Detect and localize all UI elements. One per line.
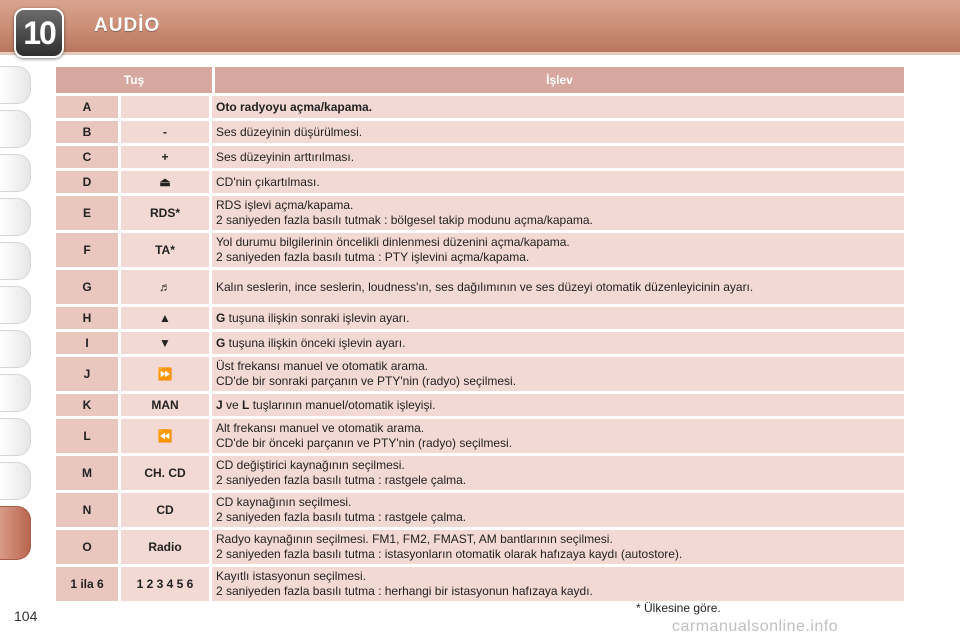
function-line: Ses düzeyinin düşürülmesi. <box>216 124 363 139</box>
table-row <box>56 357 904 391</box>
key-function <box>212 196 904 230</box>
key-function <box>212 96 904 118</box>
key-symbol: CD <box>118 493 212 527</box>
key-symbol: CH. CD <box>118 456 212 490</box>
function-line: CD kaynağının seçilmesi. <box>216 495 352 509</box>
key-symbol: TA* <box>118 233 212 267</box>
key-symbol: RDS* <box>118 196 212 230</box>
function-line: CD'nin çıkartılması. <box>216 174 320 189</box>
key-letter: 1 ila 6 <box>56 567 118 601</box>
key-letter: H <box>56 307 118 329</box>
key-symbol: - <box>118 121 212 143</box>
key-symbol <box>118 96 212 118</box>
function-line: CD'de bir önceki parçanın ve PTY'nin (radyo) seçilmesi. <box>216 436 513 450</box>
function-line: 2 saniyeden fazla basılı tutma : rastgele çalma. <box>216 510 467 524</box>
function-line: J ve L tuşlarının manuel/otomatik işleyişi. <box>216 397 436 412</box>
page-number: 104 <box>14 608 38 624</box>
watermark: carmanualsonline.info <box>672 618 839 635</box>
key-function <box>212 146 904 168</box>
key-letter: I <box>56 332 118 354</box>
chapter-tab[interactable] <box>0 242 31 280</box>
table-row <box>56 96 904 118</box>
table-row <box>56 270 904 304</box>
function-line: 2 saniyeden fazla basılı tutma : istasyonların otomatik olarak hafızaya kaydı (autostore). <box>216 547 683 561</box>
key-letter: M <box>56 456 118 490</box>
table-row <box>56 332 904 354</box>
chapter-tab[interactable] <box>0 286 31 324</box>
table-row <box>56 171 904 193</box>
chapter-tab[interactable] <box>0 154 31 192</box>
key-letter: B <box>56 121 118 143</box>
table-row <box>56 456 904 490</box>
function-line: 2 saniyeden fazla basılı tutma : herhangi bir istasyonun hafızaya kaydı. <box>216 584 593 598</box>
function-line: CD'de bir sonraki parçanın ve PTY'nin (radyo) seçilmesi. <box>216 374 517 388</box>
key-function <box>212 419 904 453</box>
function-line: Kalın seslerin, ince seslerin, loudness'ın, ses dağılımının ve ses düzeyi otomatik düzenleyicinin ayarı. <box>216 279 754 294</box>
key-symbol: + <box>118 146 212 168</box>
table-row <box>56 121 904 143</box>
key-function <box>212 171 904 193</box>
header-divider <box>0 52 960 55</box>
function-line: Ses düzeyinin arttırılması. <box>216 149 355 164</box>
table-row <box>56 307 904 329</box>
col-header-key: Tuş <box>56 67 212 93</box>
key-symbol: ⏩ <box>118 357 212 391</box>
key-letter: L <box>56 419 118 453</box>
key-symbol: MAN <box>118 394 212 416</box>
key-function <box>212 357 904 391</box>
key-symbol: 1 2 3 4 5 6 <box>118 567 212 601</box>
col-header-function: İşlev <box>212 67 904 93</box>
key-letter: G <box>56 270 118 304</box>
key-reference: J <box>216 397 223 412</box>
table-body <box>56 96 904 601</box>
chapter-tab[interactable] <box>0 462 31 500</box>
chapter-tab[interactable] <box>0 418 31 456</box>
table-header-row <box>56 67 904 93</box>
function-line: Radyo kaynağının seçilmesi. FM1, FM2, FMAST, AM bantlarının seçilmesi. <box>216 532 613 546</box>
function-line: G tuşuna ilişkin sonraki işlevin ayarı. <box>216 310 410 325</box>
key-letter: A <box>56 96 118 118</box>
chapter-tab[interactable] <box>0 330 31 368</box>
table-row <box>56 196 904 230</box>
table-row <box>56 233 904 267</box>
chapter-tab[interactable] <box>0 66 31 104</box>
key-symbol: ⏏ <box>118 171 212 193</box>
key-letter: E <box>56 196 118 230</box>
key-function <box>212 307 904 329</box>
function-line: CD değiştirici kaynağının seçilmesi. <box>216 458 405 472</box>
key-symbol: ▼ <box>118 332 212 354</box>
key-reference: L <box>242 397 250 412</box>
key-letter: D <box>56 171 118 193</box>
table-row <box>56 530 904 564</box>
key-symbol: ⏪ <box>118 419 212 453</box>
key-letter: C <box>56 146 118 168</box>
function-line: Üst frekansı manuel ve otomatik arama. <box>216 359 429 373</box>
chapter-badge: 10 <box>14 8 64 58</box>
function-line: RDS işlevi açma/kapama. <box>216 198 354 212</box>
chapter-tab[interactable] <box>0 198 31 236</box>
key-reference: G <box>216 335 226 350</box>
function-line: 2 saniyeden fazla basılı tutmak : bölgesel takip modunu açma/kapama. <box>216 213 593 227</box>
key-function <box>212 394 904 416</box>
table-row <box>56 394 904 416</box>
key-function <box>212 233 904 267</box>
key-letter: K <box>56 394 118 416</box>
chapter-tab-active[interactable] <box>0 506 31 560</box>
table-row <box>56 146 904 168</box>
function-line: Yol durumu bilgilerinin öncelikli dinlenmesi düzenini açma/kapama. <box>216 235 570 249</box>
key-symbol: Radio <box>118 530 212 564</box>
key-function <box>212 332 904 354</box>
function-line: 2 saniyeden fazla basılı tutma : PTY işlevini açma/kapama. <box>216 250 530 264</box>
key-function <box>212 121 904 143</box>
key-function <box>212 530 904 564</box>
key-symbol: ♬ <box>118 270 212 304</box>
chapter-tab[interactable] <box>0 374 31 412</box>
table-row <box>56 419 904 453</box>
key-letter: J <box>56 357 118 391</box>
side-chapter-tabs <box>0 66 34 566</box>
key-function <box>212 456 904 490</box>
key-reference: G <box>216 310 226 325</box>
table-row <box>56 567 904 601</box>
audio-keys-table <box>56 64 904 604</box>
key-function <box>212 493 904 527</box>
table-row <box>56 493 904 527</box>
key-function <box>212 270 904 304</box>
function-line: G tuşuna ilişkin önceki işlevin ayarı. <box>216 335 406 350</box>
key-letter: F <box>56 233 118 267</box>
key-symbol: ▲ <box>118 307 212 329</box>
key-function <box>212 567 904 601</box>
function-line: Alt frekansı manuel ve otomatik arama. <box>216 421 425 435</box>
key-letter: O <box>56 530 118 564</box>
function-line: 2 saniyeden fazla basılı tutma : rastgele çalma. <box>216 473 467 487</box>
key-conjunction: ve <box>222 397 243 412</box>
key-letter: N <box>56 493 118 527</box>
function-line: Kayıtlı istasyonun seçilmesi. <box>216 569 367 583</box>
function-line: Oto radyoyu açma/kapama. <box>216 99 373 114</box>
chapter-tab[interactable] <box>0 110 31 148</box>
footnote: * Ülkesine göre. <box>636 601 721 615</box>
chapter-title: AUDİO <box>94 15 161 36</box>
